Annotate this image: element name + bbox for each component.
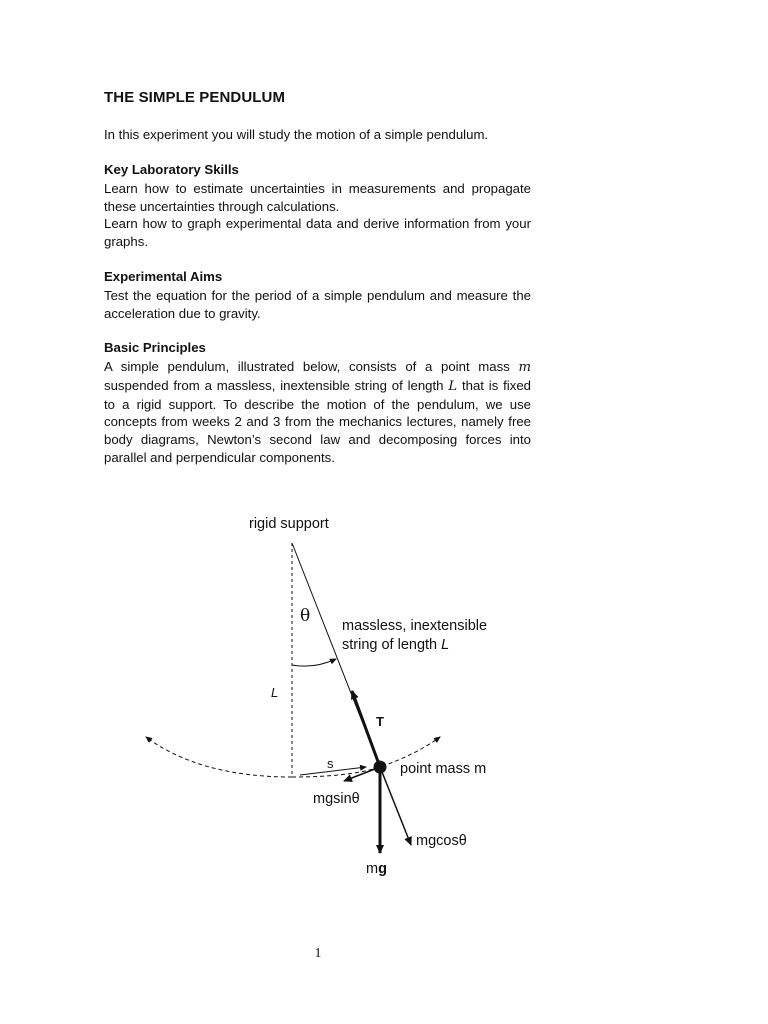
aims-heading: Experimental Aims — [104, 269, 223, 284]
variable-L: L — [448, 378, 458, 394]
skills-heading: Key Laboratory Skills — [104, 162, 239, 177]
skills-line-2: Learn how to graph experimental data and derive information from your graphs. — [104, 216, 531, 249]
intro-paragraph: In this experiment you will study the motion of a simple pendulum. — [104, 127, 489, 142]
point-mass-dot — [374, 761, 387, 774]
mgcos-vector — [380, 767, 411, 845]
label-point-mass: point mass m — [400, 761, 487, 777]
label-weight: mg — [366, 861, 387, 877]
swing-arc-left — [146, 737, 292, 777]
principles-text: A simple pendulum, illustrated below, consists of a point mass m suspended from a massless, inextensible string of length L that is fixed to a rigid support. To describe the motion of the pendulum, we use concepts from weeks 2 and 3 from the mechanics lectures, namely free body diagrams, Newton’s second law and decomposing forces into parallel and perpendicular components. — [104, 359, 531, 465]
label-length-L: L — [271, 685, 279, 700]
label-string-line-2: string of length L — [342, 637, 450, 653]
aims-text: Test the equation for the period of a simple pendulum and measure the acceleration due to gravity. — [104, 288, 531, 321]
label-tension: T — [376, 714, 384, 729]
theta-arc — [292, 659, 336, 666]
label-mgcos: mgcosθ — [416, 833, 467, 849]
page-title: THE SIMPLE PENDULUM — [104, 89, 286, 106]
label-rigid-support: rigid support — [249, 516, 329, 532]
label-arc-s: s — [327, 756, 334, 771]
pendulum-diagram — [140, 505, 500, 890]
label-string-line-1: massless, inextensible — [342, 618, 488, 634]
skills-line-1: Learn how to estimate uncertainties in measurements and propagate these uncertainties through calculations. — [104, 181, 531, 214]
label-theta: θ — [300, 606, 311, 626]
tension-vector — [352, 691, 380, 767]
page-number: 1 — [314, 946, 322, 961]
principles-heading: Basic Principles — [104, 340, 206, 355]
label-mgsin: mgsinθ — [313, 791, 360, 807]
variable-m: m — [518, 360, 531, 375]
